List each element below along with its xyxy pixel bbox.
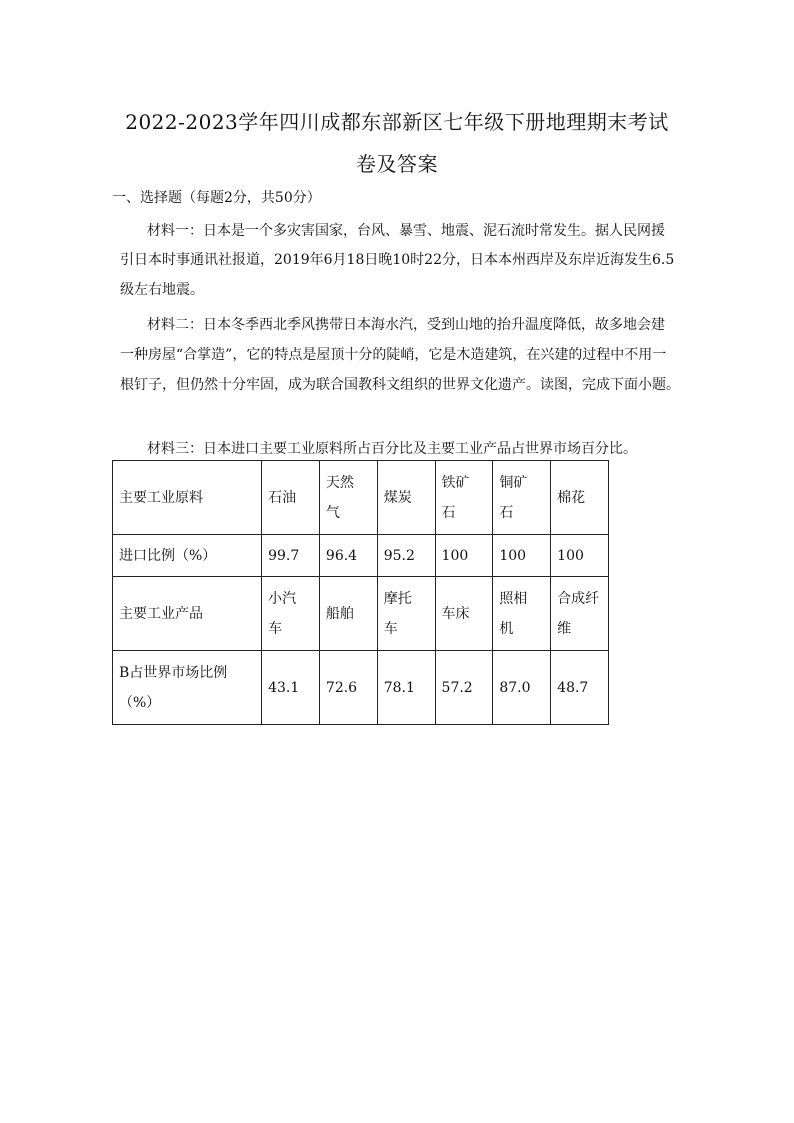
table-cell: 主要工业原料 <box>113 461 262 535</box>
table-cell: 小汽 车 <box>262 577 320 651</box>
table-row <box>113 535 609 577</box>
material2-line3: 根钉子，但仍然十分牢固，成为联合国教科文组织的世界文化遗产。读图，完成下面小题。 <box>120 377 680 393</box>
table-cell: B占世界市场比例 （%） <box>113 651 262 725</box>
table-cell: 天然 气 <box>319 461 377 535</box>
table-row <box>113 577 609 651</box>
table-cell: 100 <box>435 535 493 577</box>
table-cell: 99.7 <box>262 535 320 577</box>
table-cell: 棉花 <box>551 461 609 535</box>
table-cell: 72.6 <box>319 651 377 725</box>
document-title-line1: 2022-2023学年四川成都东部新区七年级下册地理期末考试 <box>125 110 669 134</box>
table-cell: 96.4 <box>319 535 377 577</box>
table-cell: 43.1 <box>262 651 320 725</box>
industry-data-table <box>112 460 609 725</box>
table-cell: 100 <box>551 535 609 577</box>
table-cell: 87.0 <box>493 651 551 725</box>
table-cell: 石油 <box>262 461 320 535</box>
table-cell: 主要工业产品 <box>113 577 262 651</box>
table-row <box>113 651 609 725</box>
table-cell: 进口比例（%） <box>113 535 262 577</box>
document-title-line2: 卷及答案 <box>356 152 438 176</box>
table-cell: 煤炭 <box>377 461 435 535</box>
material1-line2: 引日本时事通讯社报道，2019年6月18日晚10时22分，日本本州西岸及东岸近海发生6.5 <box>120 252 675 268</box>
table-cell: 车床 <box>435 577 493 651</box>
material2-line2: 一种房屋“合掌造”，它的特点是屋顶十分的陡峭，它是木造建筑，在兴建的过程中不用一 <box>120 347 667 363</box>
material3-line: 材料三：日本进口主要工业原料所占百分比及主要工业产品占世界市场百分比。 <box>147 441 637 457</box>
table-cell: 100 <box>493 535 551 577</box>
table-cell: 48.7 <box>551 651 609 725</box>
table-cell: 铁矿 石 <box>435 461 493 535</box>
material1-line3: 级左右地震。 <box>120 282 204 298</box>
table-cell: 照相 机 <box>493 577 551 651</box>
table-cell: 57.2 <box>435 651 493 725</box>
material2-line1: 材料二：日本冬季西北季风携带日本海水汽，受到山地的抬升温度降低，故多地会建 <box>147 317 665 333</box>
material1-line1: 材料一：日本是一个多灾害国家，台风、暴雪、地震、泥石流时常发生。据人民网援 <box>147 223 665 239</box>
table-cell: 铜矿 石 <box>493 461 551 535</box>
section-heading: 一、选择题（每题2分，共50分） <box>112 190 321 206</box>
table-cell: 78.1 <box>377 651 435 725</box>
table-cell: 95.2 <box>377 535 435 577</box>
table-row <box>113 461 609 535</box>
table-cell: 合成纤 维 <box>551 577 609 651</box>
table-cell: 摩托 车 <box>377 577 435 651</box>
table-cell: 船舶 <box>319 577 377 651</box>
